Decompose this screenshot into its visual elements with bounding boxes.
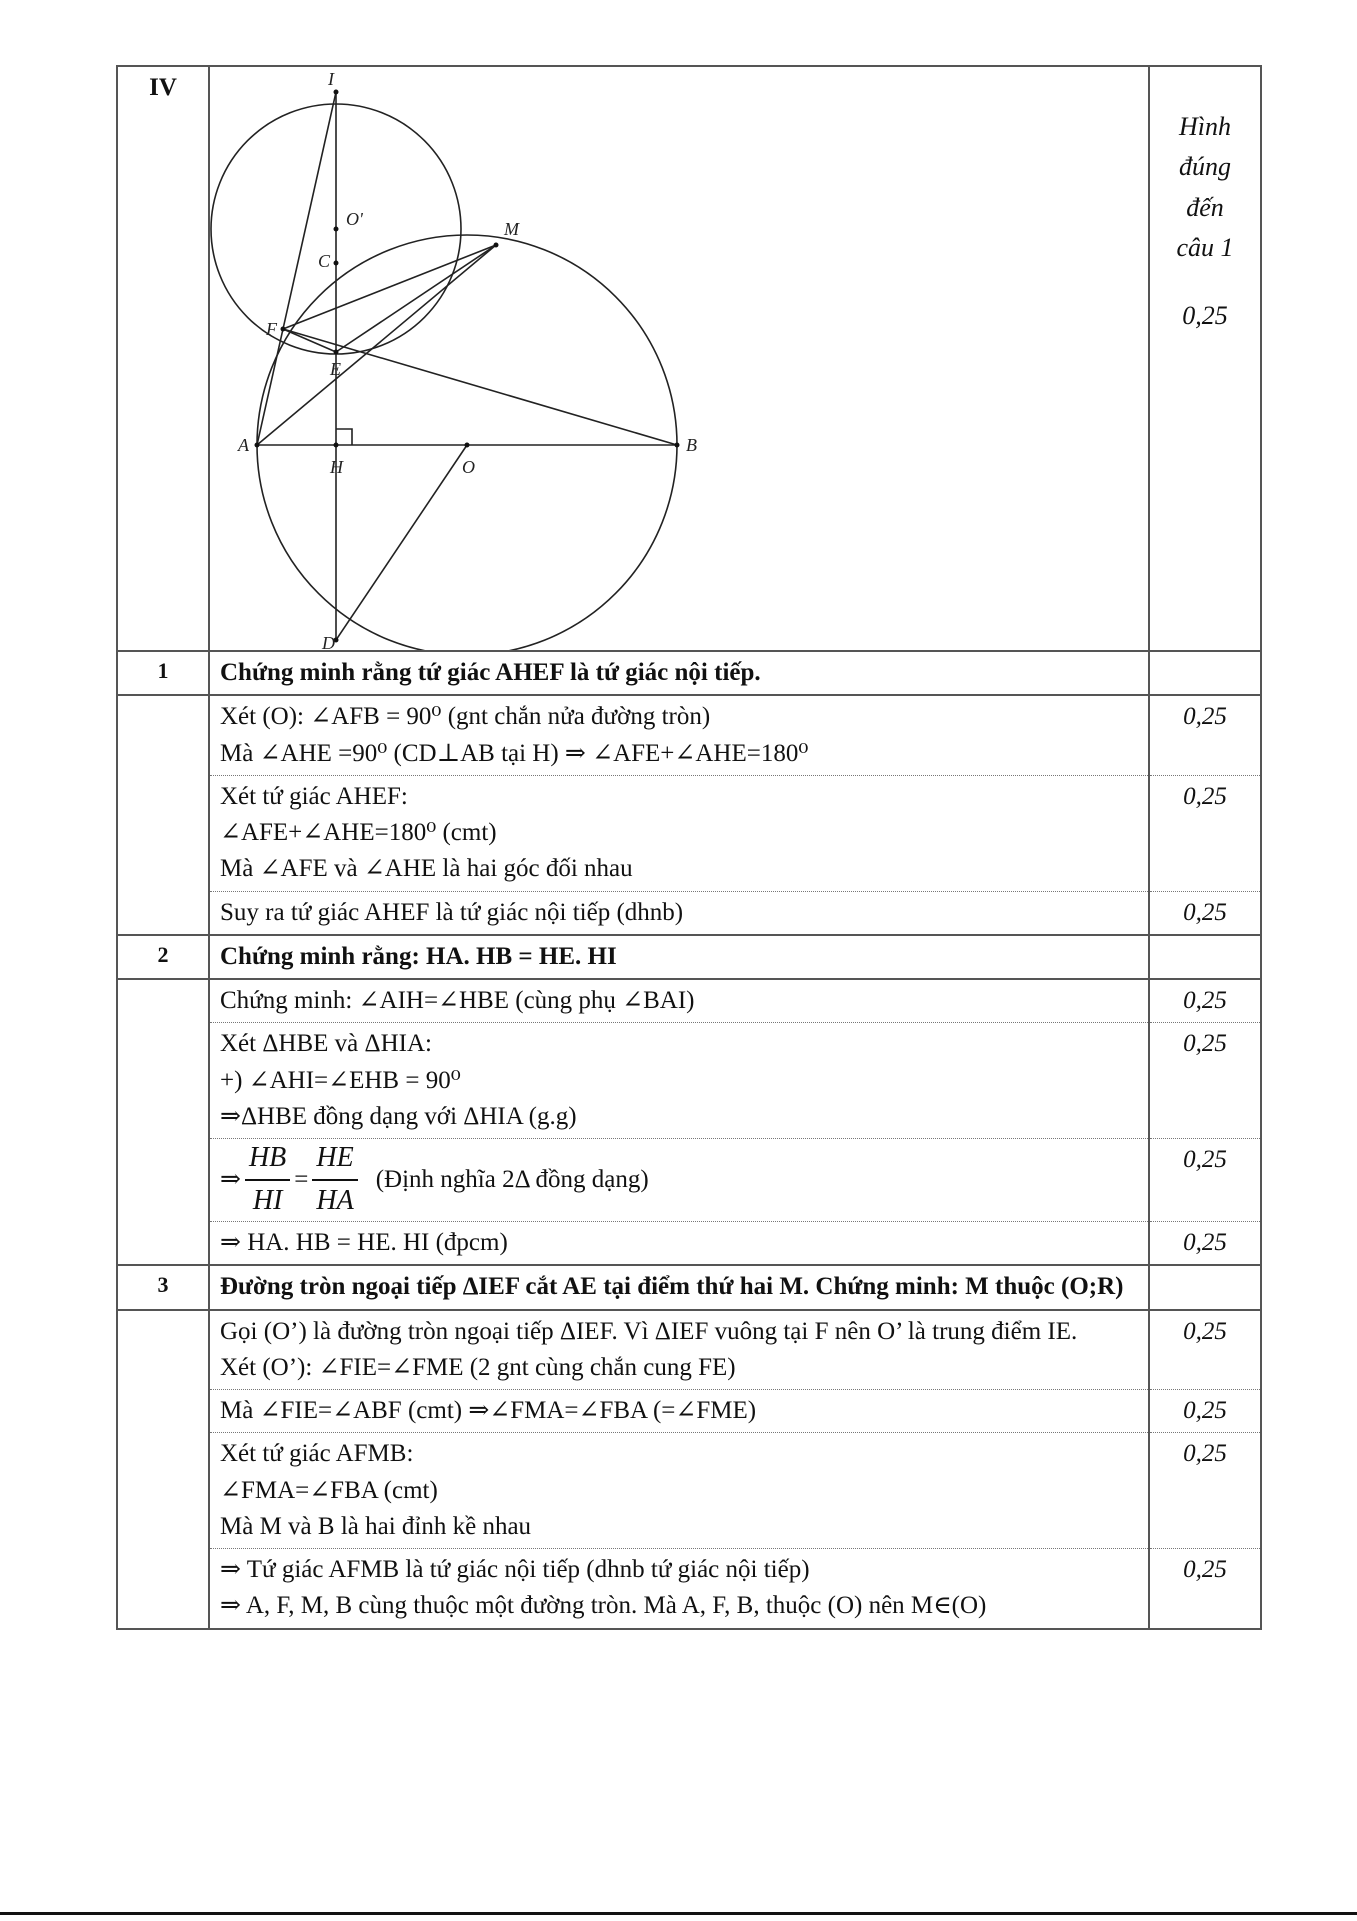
step-line: Xét tứ giác AHEF: [220, 782, 408, 810]
page-bottom-rule [0, 1912, 1357, 1915]
step-row [117, 1390, 1261, 1433]
step-score: 0,25 [1149, 1222, 1261, 1266]
figure-note-line: đến [1186, 192, 1224, 222]
step-line: Xét (O): ∠AFB = 90⁰ (gnt chắn nửa đường tròn) [220, 703, 711, 731]
implies-symbol: ⇒ [220, 1165, 241, 1193]
ratio-equation [220, 1142, 1138, 1218]
segment-fb [283, 329, 677, 445]
step-line: Xét (O’): ∠FIE=∠FME (2 gnt cùng chắn cung FE) [220, 1353, 736, 1381]
step-line: Xét ΔHBE và ΔHIA: [220, 1030, 432, 1058]
fraction-he-ha: $\frac{HE}{HA}$ [312, 1138, 357, 1221]
section-number: IV [117, 66, 209, 651]
step-row [117, 1433, 1261, 1549]
step-score: 0,25 [1149, 695, 1261, 775]
label-i: I [328, 69, 334, 89]
label-b: B [686, 435, 697, 455]
geometry-figure [209, 66, 1149, 651]
step-line: ∠AFE+∠AHE=180⁰ (cmt) [220, 819, 497, 846]
step-score: 0,25 [1149, 1139, 1261, 1222]
figure-note-line: câu 1 [1176, 232, 1234, 262]
segment-af [257, 329, 283, 445]
step-row [117, 1023, 1261, 1139]
step-score: 0,25 [1149, 1310, 1261, 1390]
step-score: 0,25 [1149, 1433, 1261, 1549]
step-score: 0,25 [1149, 891, 1261, 935]
step-score: 0,25 [1149, 1023, 1261, 1139]
step-line: ⇒ Tứ giác AFMB là tứ giác nội tiếp (dhnb tứ giác nội tiếp) [220, 1556, 810, 1583]
label-c: C [318, 251, 331, 271]
right-angle-mark [336, 429, 352, 445]
label-d: D [322, 633, 335, 650]
label-e: E [330, 359, 341, 379]
part-1-header [117, 651, 1261, 695]
step-line: ⇒ HA. HB = HE. HI (đpcm) [220, 1229, 508, 1256]
step-row [117, 979, 1261, 1023]
geometry-diagram [210, 67, 1150, 650]
step-line: Mà M và B là hai đỉnh kề nhau [220, 1512, 532, 1540]
step-score: 0,25 [1149, 1549, 1261, 1629]
label-f: F [266, 319, 277, 339]
figure-note [1149, 66, 1261, 651]
step-row [117, 891, 1261, 935]
segment-if [283, 92, 336, 329]
figure-note-line: đúng [1179, 152, 1231, 182]
part-title: Đường tròn ngoại tiếp ΔIEF cắt AE tại điểm thứ hai M. Chứng minh: M thuộc (O;R) [209, 1265, 1149, 1309]
step-line: Mà ∠FIE=∠ABF (cmt) ⇒∠FMA=∠FBA (=∠FME) [220, 1397, 757, 1424]
label-a: A [238, 435, 249, 455]
label-o-prime: O' [346, 209, 363, 229]
fraction-hb-hi: $\frac{HB}{HI}$ [245, 1138, 290, 1221]
step-line: +) ∠AHI=∠EHB = 90⁰ [220, 1066, 461, 1094]
equals-symbol: = [294, 1165, 309, 1193]
figure-row [117, 66, 1261, 651]
segment-fe [283, 329, 336, 352]
part-number: 2 [117, 935, 209, 979]
step-line: Xét tứ giác AFMB: [220, 1440, 414, 1468]
step-line: ⇒ A, F, M, B cùng thuộc một đường tròn. Mà A, F, B, thuộc (O) nên M∈(O) [220, 1592, 987, 1620]
label-h: H [330, 457, 343, 477]
step-score: 0,25 [1149, 1390, 1261, 1433]
figure-note-line: Hình [1179, 112, 1231, 141]
step-score: 0,25 [1149, 775, 1261, 891]
step-line: Mà ∠AHE =90⁰ (CD⊥AB tại H) ⇒ ∠AFE+∠AHE=180⁰ [220, 739, 809, 767]
step-row [117, 1549, 1261, 1629]
step-line: Mà ∠AFE và ∠AHE là hai góc đối nhau [220, 855, 633, 883]
step-row [117, 1139, 1261, 1222]
step-line: ∠FMA=∠FBA (cmt) [220, 1476, 438, 1504]
step-line: Chứng minh: ∠AIH=∠HBE (cùng phụ ∠BAI) [220, 987, 695, 1014]
step-row [117, 695, 1261, 775]
step-row [117, 775, 1261, 891]
segment-am [257, 245, 496, 445]
step-line: ⇒ΔHBE đồng dạng với ΔHIA (g.g) [220, 1102, 577, 1130]
step-score: 0,25 [1149, 979, 1261, 1023]
part-title: Chứng minh rằng tứ giác AHEF là tứ giác nội tiếp. [209, 651, 1149, 695]
part-title: Chứng minh rằng: HA. HB = HE. HI [209, 935, 1149, 979]
part-number: 1 [117, 651, 209, 695]
label-o: O [462, 457, 475, 477]
step-row [117, 1310, 1261, 1390]
step-row [117, 1222, 1261, 1266]
part-2-header [117, 935, 1261, 979]
figure-score: 0,25 [1182, 301, 1228, 331]
solution-table [116, 65, 1262, 1630]
part-number: 3 [117, 1265, 209, 1309]
fraction-note: (Định nghĩa 2Δ đồng dạng) [375, 1165, 649, 1193]
label-m: M [504, 219, 519, 239]
part-3-header [117, 1265, 1261, 1309]
step-line: Gọi (O’) là đường tròn ngoại tiếp ΔIEF. Vì ΔIEF vuông tại F nên O’ là trung điểm IE. [220, 1317, 1078, 1345]
segment-do [336, 445, 467, 640]
step-line: Suy ra tứ giác AHEF là tứ giác nội tiếp (dhnb) [220, 898, 684, 926]
